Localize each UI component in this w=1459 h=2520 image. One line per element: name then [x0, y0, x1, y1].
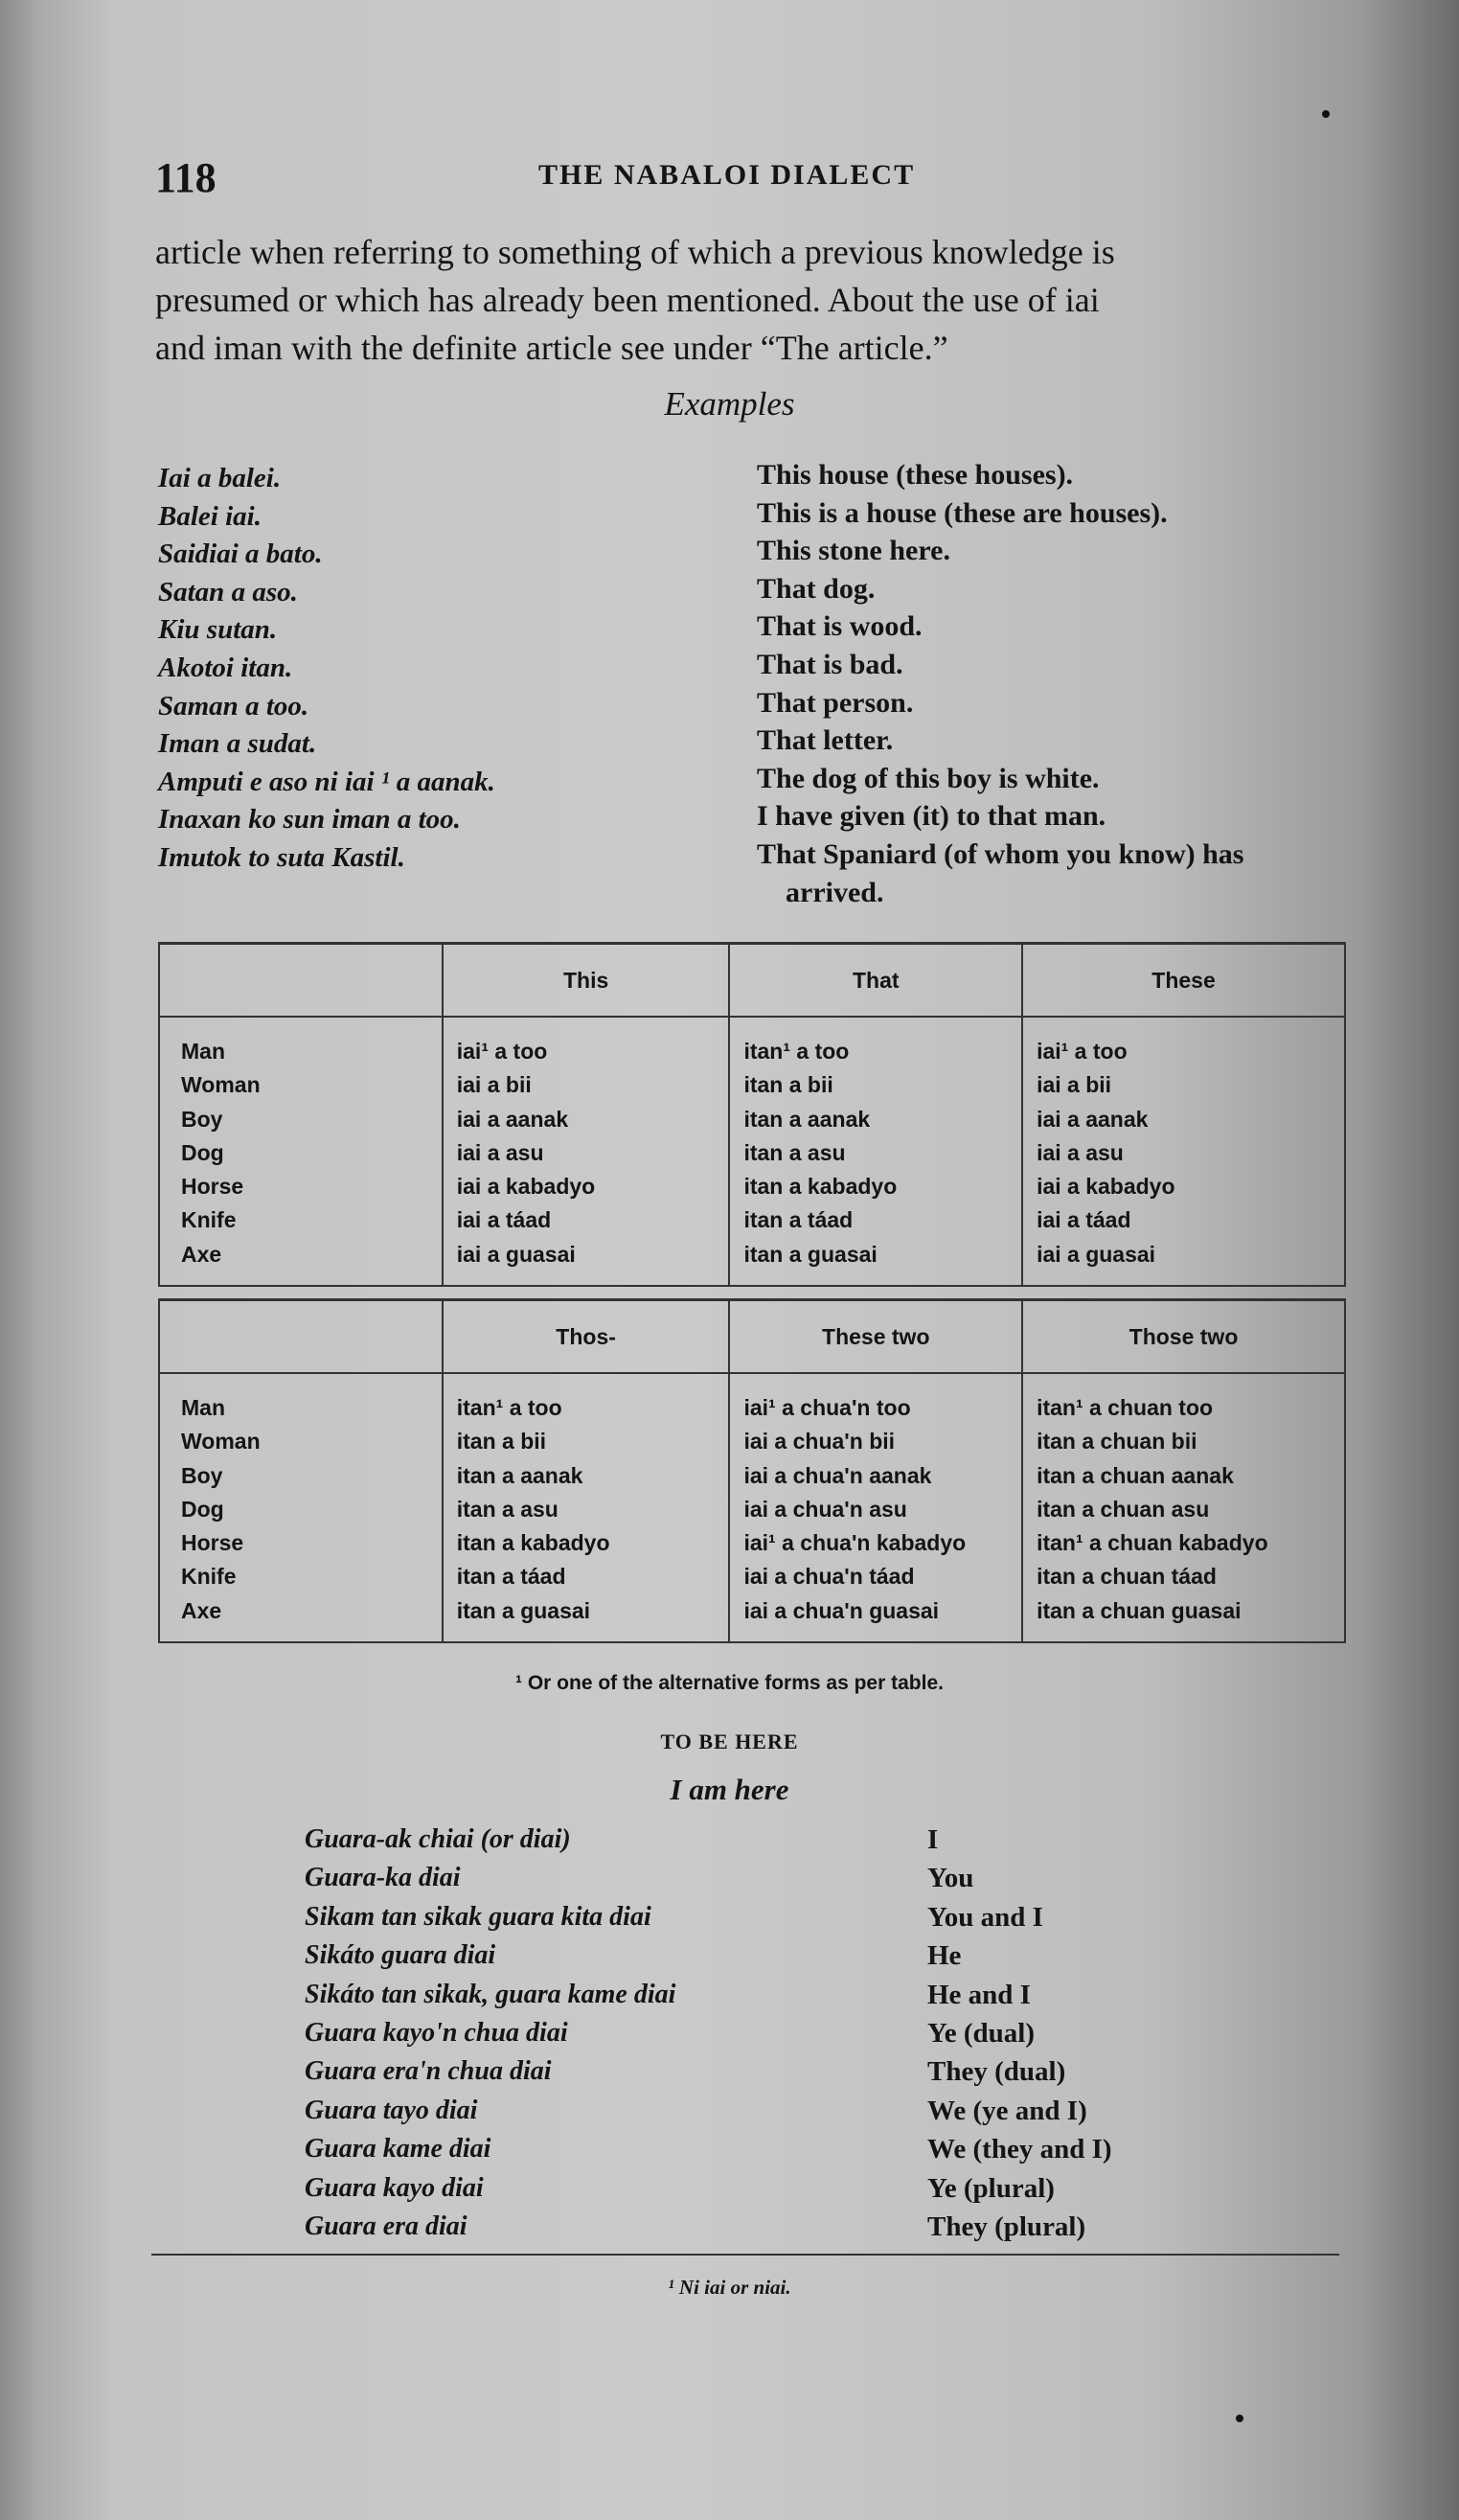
table-cell: itan a chuan bii: [1037, 1429, 1197, 1455]
table-cell: itan a táad: [743, 1207, 854, 1233]
table-header-cell: These two: [729, 1300, 1022, 1374]
example-english: This stone here.: [757, 535, 950, 567]
table-cell: iai a táad: [456, 1207, 552, 1233]
table-cell: Man: [181, 1039, 225, 1064]
example-nabaloi: Amputi e aso ni iai ¹ a aanak.: [158, 766, 495, 797]
example-nabaloi: Akotoi itan.: [158, 652, 293, 683]
conjugation-english: He: [927, 1940, 962, 1972]
to-be-here-english-column: [927, 1821, 1311, 2246]
conjugation-nabaloi: Guara kayo diai: [305, 2172, 484, 2203]
conjugation-english: Ye (dual): [927, 2018, 1035, 2050]
example-english: That dog.: [757, 572, 876, 605]
table-header-cell: These: [1022, 944, 1345, 1018]
intro-line: presumed or which has already been mentioned. About the use of iai: [155, 281, 1100, 319]
example-nabaloi: Imutok to suta Kastil.: [158, 841, 405, 873]
table-cell: Axe: [181, 1597, 222, 1623]
example-nabaloi: Satan a aso.: [158, 576, 298, 607]
table-cell: itan a aanak: [456, 1462, 583, 1488]
these-column: [1022, 1017, 1345, 1286]
those-column: [443, 1373, 730, 1642]
demonstratives-table-2: [158, 1298, 1346, 1643]
that-column: [729, 1017, 1022, 1286]
table-row: [159, 1017, 1345, 1286]
conjugation-english: You: [927, 1863, 974, 1894]
table-footnote: ¹ Or one of the alternative forms as per table.: [515, 1672, 944, 1694]
table-cell: iai a guasai: [1037, 1241, 1156, 1267]
table-cell: iai a chua'n bii: [743, 1429, 896, 1455]
table-cell: Woman: [181, 1429, 261, 1455]
example-nabaloi: Balei iai.: [158, 500, 262, 532]
table-cell: iai a aanak: [456, 1106, 569, 1132]
running-title: THE NABALOI DIALECT: [538, 159, 916, 191]
table-header-cell: [159, 1300, 443, 1374]
example-english: This is a house (these are houses).: [757, 496, 1168, 529]
demonstratives-table-1: [158, 942, 1346, 1287]
table-header-cell: That: [729, 944, 1022, 1018]
intro-line: article when referring to something of which a previous knowledge is: [155, 233, 1115, 271]
table-cell: itan a guasai: [743, 1241, 878, 1267]
example-english: That letter.: [757, 724, 894, 757]
table-cell: itan a asu: [456, 1496, 559, 1522]
conjugation-nabaloi: Guara era'n chua diai: [305, 2056, 552, 2087]
example-english: That is bad.: [757, 648, 903, 680]
table-cell: iai a chua'n guasai: [743, 1597, 940, 1623]
examples-nabaloi-column: [158, 460, 733, 878]
table-cell: itan a kabadyo: [456, 1530, 610, 1556]
table-cell: itan a bii: [456, 1429, 547, 1455]
conjugation-english: We (ye and I): [927, 2095, 1087, 2126]
those-two-column: [1022, 1373, 1345, 1642]
table-cell: iai¹ a chua'n kabadyo: [743, 1530, 967, 1556]
table-cell: itan a chuan aanak: [1037, 1462, 1234, 1488]
table-cell: itan a kabadyo: [743, 1174, 898, 1200]
footnote-rule: [151, 2254, 1339, 2256]
this-column: [443, 1017, 730, 1286]
table-cell: iai a bii: [1037, 1072, 1112, 1098]
table-cell: iai a chua'n asu: [743, 1496, 907, 1522]
conjugation-english: He and I: [927, 1979, 1031, 2010]
table-cell: Dog: [181, 1139, 224, 1165]
table-cell: Knife: [181, 1564, 237, 1590]
conjugation-english: Ye (plural): [927, 2172, 1055, 2204]
table-cell: iai¹ a too: [456, 1039, 548, 1064]
section-heading: TO BE HERE: [660, 1730, 799, 1753]
to-be-here-nabaloi-column: [305, 1821, 918, 2246]
table-cell: itan¹ a too: [456, 1395, 562, 1420]
table-cell: Boy: [181, 1462, 223, 1488]
table-cell: iai¹ a too: [1037, 1039, 1128, 1064]
conjugation-nabaloi: Guara kame diai: [305, 2134, 491, 2165]
table-header-cell: This: [443, 944, 730, 1018]
table-header-cell: [159, 944, 443, 1018]
example-nabaloi: Saidiai a bato.: [158, 538, 323, 570]
table-cell: iai a kabadyo: [1037, 1174, 1175, 1200]
conjugation-english: We (they and I): [927, 2134, 1112, 2165]
conjugation-english: They (dual): [927, 2056, 1066, 2088]
example-english: This house (these houses).: [757, 459, 1074, 491]
table-cell: Axe: [181, 1241, 222, 1267]
table-header-row: [159, 1300, 1345, 1374]
conjugation-english: They (plural): [927, 2211, 1086, 2243]
table-cell: iai a táad: [1037, 1207, 1131, 1233]
table-cell: Horse: [181, 1174, 244, 1200]
example-nabaloi: Iai a balei.: [158, 463, 282, 493]
table-cell: itan¹ a too: [743, 1039, 850, 1064]
conjugation-nabaloi: Guara-ka diai: [305, 1863, 461, 1893]
examples-english-column: [757, 456, 1351, 911]
page-number: 118: [155, 154, 217, 201]
table-cell: itan a táad: [456, 1564, 566, 1590]
table-cell: itan a chuan asu: [1037, 1496, 1210, 1522]
conjugation-nabaloi: Sikáto guara diai: [305, 1940, 496, 1971]
table-cell: iai a chua'n aanak: [743, 1462, 932, 1488]
conjugation-nabaloi: Guara era diai: [305, 2211, 467, 2242]
noun-column: [159, 1373, 443, 1642]
table-cell: itan a bii: [743, 1072, 833, 1098]
example-english-continuation: arrived.: [786, 876, 884, 908]
example-english: That Spaniard (of whom you know) has: [757, 837, 1244, 870]
scan-speck: [1236, 2415, 1243, 2422]
conjugation-nabaloi: Sikam tan sikak guara kita diai: [305, 1901, 651, 1932]
noun-column: [159, 1017, 443, 1286]
table-cell: iai a guasai: [456, 1241, 576, 1267]
table-cell: itan a chuan guasai: [1037, 1597, 1242, 1623]
table-cell: Woman: [181, 1072, 261, 1098]
table-cell: Horse: [181, 1530, 244, 1556]
table-cell: iai a aanak: [1037, 1106, 1149, 1132]
table-cell: iai a bii: [456, 1072, 532, 1098]
intro-line: and iman with the definite article see under “The article.”: [155, 329, 948, 367]
table-cell: iai a asu: [1037, 1139, 1124, 1165]
table-cell: iai a kabadyo: [456, 1174, 596, 1200]
scan-speck: [1322, 110, 1330, 118]
examples-heading: Examples: [664, 385, 795, 423]
table-cell: itan a chuan táad: [1037, 1564, 1217, 1590]
table-cell: iai a chua'n táad: [743, 1564, 915, 1590]
section-subheading: I am here: [670, 1773, 789, 1806]
table-cell: Boy: [181, 1106, 223, 1132]
example-english: That is wood.: [757, 610, 923, 643]
table-cell: itan a asu: [743, 1139, 846, 1165]
conjugation-english: You and I: [927, 1901, 1043, 1933]
table-cell: Man: [181, 1395, 225, 1420]
table-cell: itan¹ a chuan too: [1037, 1395, 1214, 1420]
page-footnote: ¹ Ni iai or niai.: [668, 2276, 791, 2299]
table-row: [159, 1373, 1345, 1642]
intro-paragraph: [155, 228, 1353, 372]
example-nabaloi: Inaxan ko sun iman a too.: [158, 804, 461, 836]
example-nabaloi: Saman a too.: [158, 690, 309, 722]
conjugation-nabaloi: Guara-ak chiai (or diai): [305, 1824, 571, 1854]
table-cell: iai¹ a chua'n too: [743, 1395, 911, 1420]
conjugation-english: I: [927, 1824, 939, 1855]
table-cell: iai a asu: [456, 1139, 544, 1165]
table-cell: Knife: [181, 1207, 237, 1233]
conjugation-nabaloi: Guara tayo diai: [305, 2095, 478, 2125]
example-english: That person.: [757, 686, 914, 719]
table-cell: Dog: [181, 1496, 224, 1522]
example-nabaloi: Iman a sudat.: [158, 728, 317, 760]
conjugation-nabaloi: Sikáto tan sikak, guara kame diai: [305, 1979, 676, 2009]
table-cell: itan a aanak: [743, 1106, 871, 1132]
example-english: I have given (it) to that man.: [757, 800, 1106, 833]
example-nabaloi: Kiu sutan.: [158, 614, 278, 646]
table-cell: itan a guasai: [456, 1597, 591, 1623]
table-header-cell: Thos-: [443, 1300, 730, 1374]
conjugation-nabaloi: Guara kayo'n chua diai: [305, 2018, 568, 2049]
table-header-cell: Those two: [1022, 1300, 1345, 1374]
example-english: The dog of this boy is white.: [757, 762, 1100, 794]
running-header: [155, 153, 1343, 201]
table-header-row: [159, 944, 1345, 1018]
table-cell: itan¹ a chuan kabadyo: [1037, 1530, 1268, 1556]
these-two-column: [729, 1373, 1022, 1642]
